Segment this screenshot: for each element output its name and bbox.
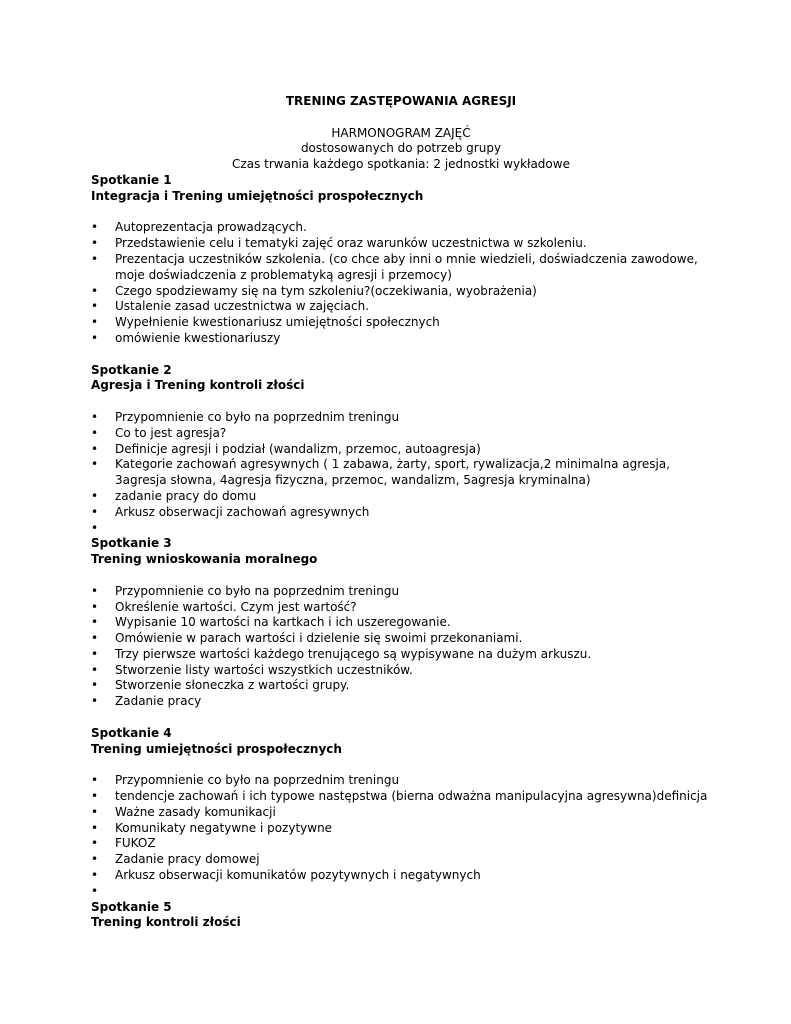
list-item xyxy=(91,884,711,900)
list-item-text: Arkusz obserwacji zachowań agresywnych xyxy=(115,504,370,519)
list-item-text: Prezentacja uczestników szkolenia. (co chce aby inni o mnie wiedzieli, doświadczenia zawodowe, moje doświadczenia z problematyką agresji i przemocy) xyxy=(115,251,698,282)
bullet-icon: • xyxy=(91,315,99,330)
bullet-icon: • xyxy=(91,615,99,630)
list-item xyxy=(91,615,711,631)
schedule-title: HARMONOGRAM ZAJĘĆ xyxy=(331,125,471,140)
meeting-section xyxy=(91,173,711,347)
list-item-text: Przypomnienie co było na poprzednim treningu xyxy=(115,773,400,788)
meeting-section xyxy=(91,347,711,537)
list-item-text: Komunikaty negatywne i pozytywne xyxy=(115,820,333,835)
bullet-icon: • xyxy=(91,283,99,298)
meeting-section xyxy=(91,900,711,932)
list-item-text: Przypomnienie co było na poprzednim treningu xyxy=(115,583,400,598)
list-item-text: Stworzenie słoneczka z wartości grupy. xyxy=(115,678,350,693)
list-item xyxy=(91,836,711,852)
bullet-icon: • xyxy=(91,583,99,598)
meeting-subtitle: Trening kontroli złości xyxy=(91,915,241,930)
list-item-text: FUKOZ xyxy=(115,836,156,851)
spacer xyxy=(91,205,711,221)
bullet-icon: • xyxy=(91,441,99,456)
list-item-text: Ustalenie zasad uczestnictwa w zajęciach. xyxy=(115,299,370,314)
spacer xyxy=(91,110,711,126)
bullet-icon: • xyxy=(91,868,99,883)
spacer xyxy=(91,757,711,773)
bullet-icon: • xyxy=(91,836,99,851)
meeting-subtitle: Agresja i Trening kontroli złości xyxy=(91,378,305,393)
list-item xyxy=(91,678,711,694)
list-item xyxy=(91,521,711,537)
bullet-icon: • xyxy=(91,804,99,819)
meeting-title: Spotkanie 2 xyxy=(91,362,172,377)
list-item-text: Co to jest agresja? xyxy=(115,425,227,440)
bullet-icon: • xyxy=(91,852,99,867)
list-item xyxy=(91,600,711,616)
list-item-text: Ważne zasady komunikacji xyxy=(115,804,276,819)
agenda-list xyxy=(91,773,711,899)
list-item xyxy=(91,426,711,442)
bullet-icon: • xyxy=(91,883,99,898)
list-item-text: Czego spodziewamy się na tym szkoleniu?(oczekiwania, wyobrażenia) xyxy=(115,283,537,298)
list-item xyxy=(91,442,711,458)
meeting-subtitle: Integracja i Trening umiejętności prospołecznych xyxy=(91,188,424,203)
bullet-icon: • xyxy=(91,678,99,693)
list-item xyxy=(91,584,711,600)
list-item-text: Arkusz obserwacji komunikatów pozytywnych i negatywnych xyxy=(115,868,481,883)
spacer xyxy=(91,347,711,363)
list-item xyxy=(91,236,711,252)
list-item-text: Trzy pierwsze wartości każdego trenującego są wypisywane na dużym arkuszu. xyxy=(115,646,592,661)
bullet-icon: • xyxy=(91,820,99,835)
list-item-text: Określenie wartości. Czym jest wartość? xyxy=(115,599,357,614)
list-item-text: zadanie pracy do domu xyxy=(115,488,257,503)
list-item xyxy=(91,647,711,663)
list-item-text: Stworzenie listy wartości wszystkich uczestników. xyxy=(115,662,413,677)
meeting-title: Spotkanie 4 xyxy=(91,725,172,740)
bullet-icon: • xyxy=(91,457,99,472)
list-item-text: Przypomnienie co było na poprzednim treningu xyxy=(115,409,400,424)
meeting-section xyxy=(91,710,711,900)
bullet-icon: • xyxy=(91,694,99,709)
schedule-subtitle: dostosowanych do potrzeb grupy xyxy=(300,141,502,156)
list-item-text: Przedstawienie celu i tematyki zajęć oraz warunków uczestnictwa w szkoleniu. xyxy=(115,236,587,251)
list-item-text: Kategorie zachowań agresywnych ( 1 zabawa, żarty, sport, rywalizacja,2 minimalna agresja, 3agresja słowna, 4agresja fizyczna, przemoc, wandalizm, 5agresja kryminalna) xyxy=(115,457,671,488)
meeting-subtitle: Trening wnioskowania moralnego xyxy=(91,552,318,567)
list-item xyxy=(91,868,711,884)
list-item-text: Wypisanie 10 wartości na kartkach i ich uszeregowanie. xyxy=(115,615,451,630)
document-title: TRENING ZASTĘPOWANIA AGRESJI xyxy=(285,94,517,108)
bullet-icon: • xyxy=(91,662,99,677)
list-item xyxy=(91,299,711,315)
list-item-text: Definicje agresji i podział (wandalizm, przemoc, autoagresja) xyxy=(115,441,481,456)
bullet-icon: • xyxy=(91,773,99,788)
bullet-icon: • xyxy=(91,330,99,345)
spacer xyxy=(91,710,711,726)
meeting-title: Spotkanie 3 xyxy=(91,536,172,551)
document-page xyxy=(91,94,711,931)
list-item xyxy=(91,410,711,426)
list-item-text: Wypełnienie kwestionariusz umiejętności społecznych xyxy=(115,315,440,330)
list-item-text: omówienie kwestionariuszy xyxy=(115,330,281,345)
list-item xyxy=(91,852,711,868)
spacer xyxy=(91,568,711,584)
bullet-icon: • xyxy=(91,789,99,804)
list-item xyxy=(91,805,711,821)
list-item xyxy=(91,773,711,789)
bullet-icon: • xyxy=(91,409,99,424)
list-item xyxy=(91,821,711,837)
bullet-icon: • xyxy=(91,251,99,266)
list-item-text: Zadanie pracy domowej xyxy=(115,852,260,867)
list-item-text: Autoprezentacja prowadzących. xyxy=(115,220,307,235)
bullet-icon: • xyxy=(91,220,99,235)
list-item xyxy=(91,220,711,236)
agenda-list xyxy=(91,584,711,710)
list-item xyxy=(91,315,711,331)
bullet-icon: • xyxy=(91,488,99,503)
bullet-icon: • xyxy=(91,646,99,661)
meeting-section xyxy=(91,536,711,710)
list-item-text: Zadanie pracy xyxy=(115,694,202,709)
agenda-list xyxy=(91,220,711,346)
list-item-text: tendencje zachowań i ich typowe następstwa (bierna odważna manipulacyjna agresywna)definicja xyxy=(115,789,708,804)
bullet-icon: • xyxy=(91,425,99,440)
list-item xyxy=(91,252,711,284)
list-item xyxy=(91,631,711,647)
meeting-duration: Czas trwania każdego spotkania: 2 jednostki wykładowe xyxy=(232,157,570,172)
list-item xyxy=(91,694,711,710)
bullet-icon: • xyxy=(91,236,99,251)
bullet-icon: • xyxy=(91,599,99,614)
meeting-subtitle: Trening umiejętności prospołecznych xyxy=(91,741,342,756)
meeting-title: Spotkanie 1 xyxy=(91,172,172,187)
bullet-icon: • xyxy=(91,299,99,314)
bullet-icon: • xyxy=(91,631,99,646)
list-item xyxy=(91,489,711,505)
list-item xyxy=(91,331,711,347)
meetings-list xyxy=(91,173,711,931)
list-item-text: Omówienie w parach wartości i dzielenie się swoimi przekonaniami. xyxy=(115,631,523,646)
list-item xyxy=(91,663,711,679)
list-item xyxy=(91,284,711,300)
spacer xyxy=(91,394,711,410)
list-item xyxy=(91,457,711,489)
bullet-icon: • xyxy=(91,504,99,519)
meeting-title: Spotkanie 5 xyxy=(91,899,172,914)
agenda-list xyxy=(91,410,711,536)
list-item xyxy=(91,789,711,805)
list-item xyxy=(91,505,711,521)
bullet-icon: • xyxy=(91,520,99,535)
